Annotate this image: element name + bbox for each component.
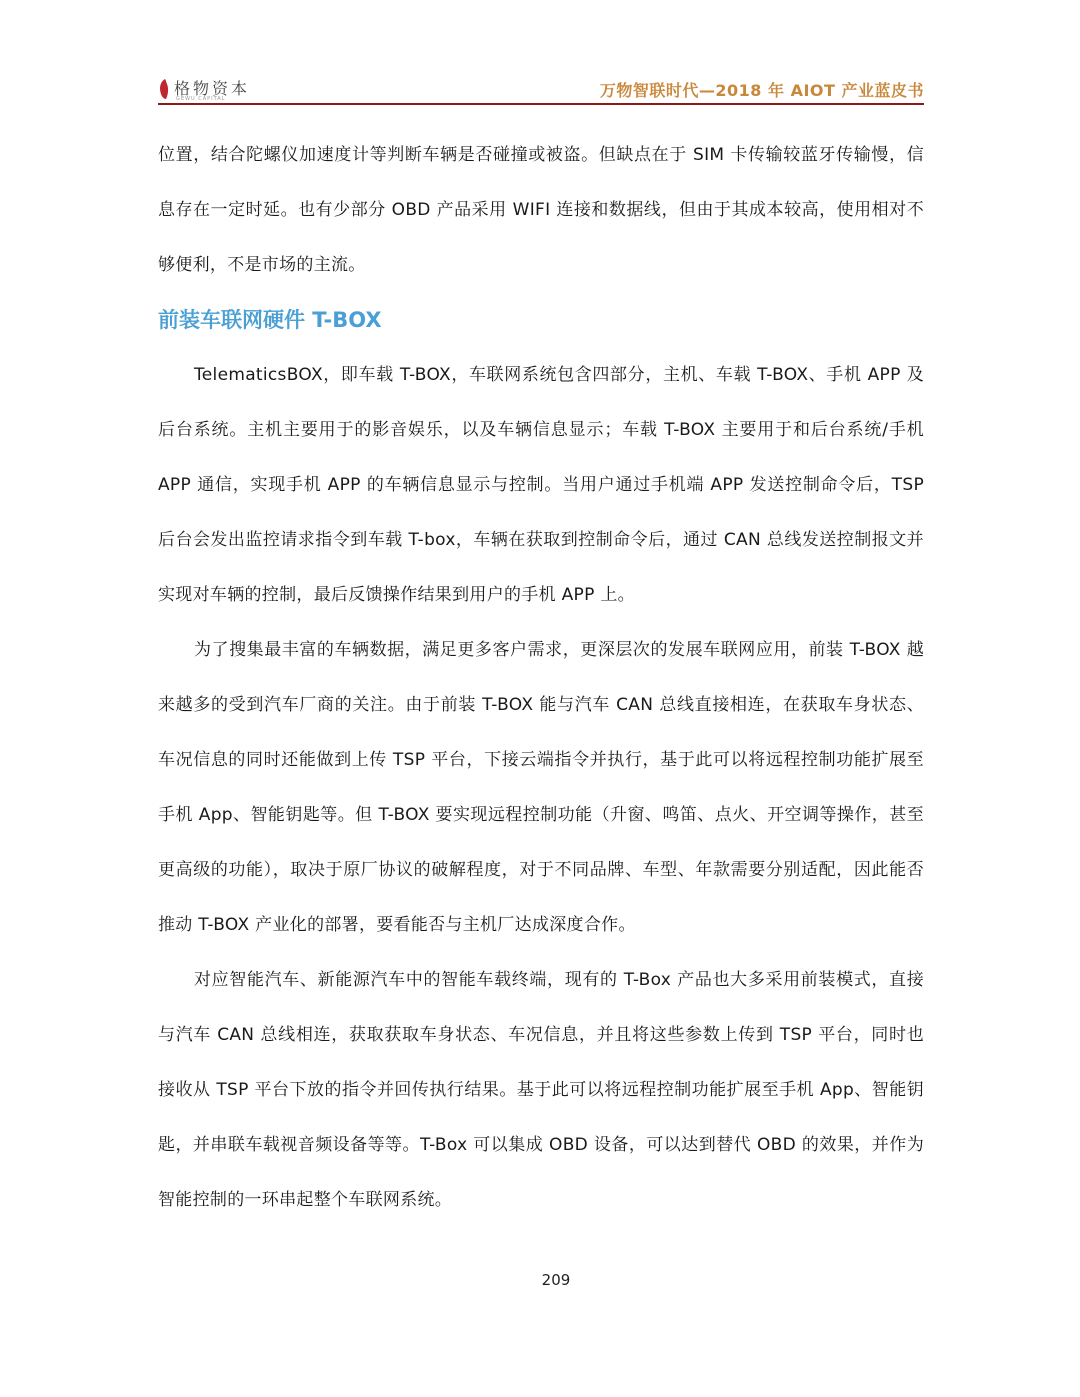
section-heading: 前装车联网硬件 T-BOX bbox=[158, 308, 382, 332]
page-number: 209 bbox=[541, 1271, 571, 1289]
body-paragraph-2: 为了搜集最丰富的车辆数据，满足更多客户需求，更深层次的发展车联网应用，前装 T-BOX 越来越多的受到汽车厂商的关注。由于前装 T-BOX 能与汽车 CAN 总线直接相连，在获取车身状态、车况信息的同时还能做到上传 TSP 平台，下接云端指令并执行，基于此可以将远程控制功能扩展至手机 App、智能钥匙等。但 T-BOX 要实现远程控制功能（升窗、鸣笛、点火、开空调等操作，甚至更高级的功能），取决于原厂协议的破解程度，对于不同品牌、车型、年款需要分别适配，因此能否推动 T-BOX 产业化的部署，要看能否与主机厂达成深度合作。 bbox=[158, 640, 924, 935]
brand-logo bbox=[158, 76, 250, 102]
header-divider bbox=[158, 103, 924, 105]
body-paragraph-3: 对应智能汽车、新能源汽车中的智能车载终端，现有的 T-Box 产品也大多采用前装模式，直接与汽车 CAN 总线相连，获取获取车身状态、车况信息，并且将这些参数上传到 TSP 平台，同时也接收从 TSP 平台下放的指令并回传执行结果。基于此可以将远程控制功能扩展至手机 App、智能钥匙，并串联车载视音频设备等等。T-Box 可以集成 OBD 设备，可以达到替代 OBD 的效果，并作为智能控制的一环串起整个车联网系统。 bbox=[158, 970, 924, 1210]
page-content bbox=[158, 128, 924, 1228]
logo-mark-icon bbox=[158, 78, 170, 100]
logo-text: 格物资本 bbox=[174, 78, 251, 98]
page-header bbox=[158, 74, 924, 104]
body-paragraph-1: TelematicsBOX，即车载 T-BOX，车联网系统包含四部分，主机、车载 T-BOX、手机 APP 及后台系统。主机主要用于的影音娱乐，以及车辆信息显示；车载 T-BOX 主要用于和后台系统/手机 APP 通信，实现手机 APP 的车辆信息显示与控制。当用户通过手机端 APP 发送控制命令后，TSP 后台会发出监控请求指令到车载 T-box，车辆在获取到控制命令后，通过 CAN 总线发送控制报文并实现对车辆的控制，最后反馈操作结果到用户的手机 APP 上。 bbox=[158, 365, 924, 605]
logo-subtext: GEWU CAPITAL bbox=[176, 96, 226, 102]
document-title: 万物智联时代—2018 年 AIOT 产业蓝皮书 bbox=[599, 81, 924, 100]
intro-paragraph: 位置，结合陀螺仪加速度计等判断车辆是否碰撞或被盗。但缺点在于 SIM 卡传输较蓝牙传输慢，信息存在一定时延。也有少部分 OBD 产品采用 WIFI 连接和数据线，但由于其成本较高，使用相对不够便利，不是市场的主流。 bbox=[158, 145, 924, 275]
